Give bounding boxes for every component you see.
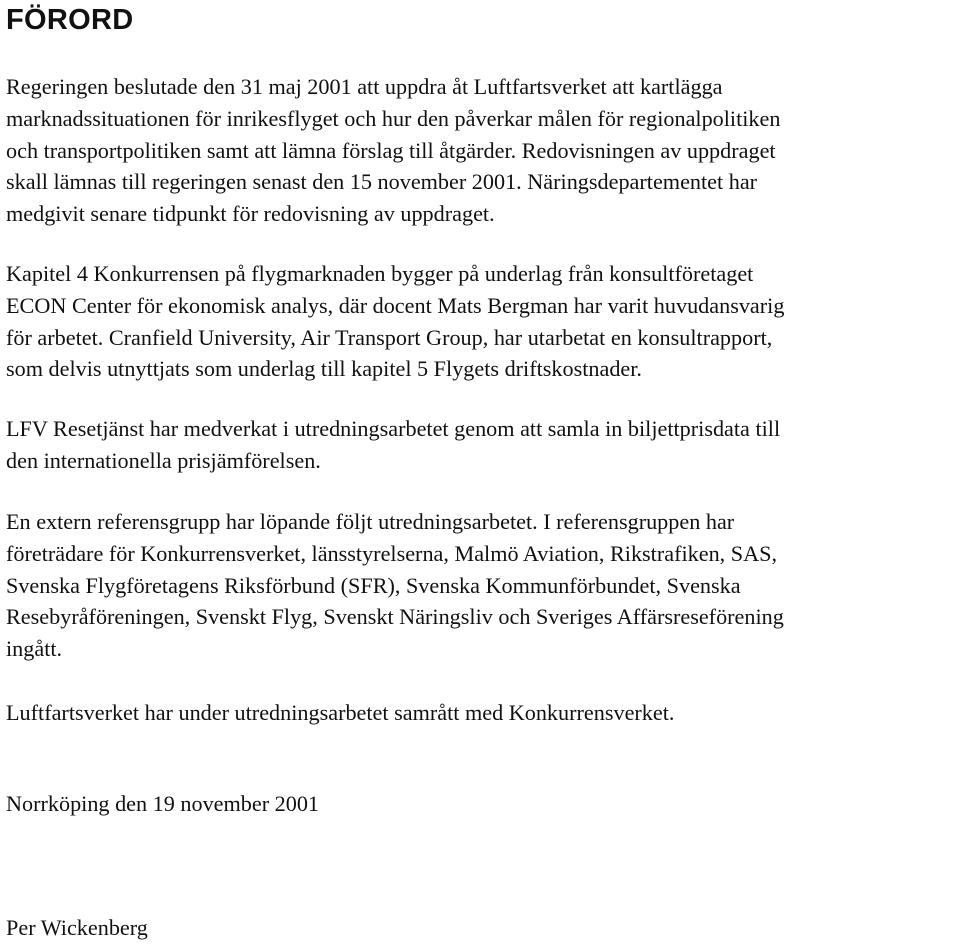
paragraph-line: ingått. <box>6 636 63 662</box>
paragraph-line: medgivit senare tidpunkt för redovisning av uppdraget. <box>6 201 495 227</box>
paragraph-line: ECON Center för ekonomisk analys, där docent Mats Bergman har varit huvudansvarig <box>6 292 785 318</box>
paragraph-line: Regeringen beslutade den 31 maj 2001 att uppdra åt Luftfartsverket att kartlägga <box>6 74 723 99</box>
paragraph-line: och transportpolitiken samt att lämna förslag till åtgärder. Redovisningen av uppdraget <box>6 137 776 163</box>
place-and-date: Norrköping den 19 november 2001 <box>6 791 320 816</box>
paragraph-line: Kapitel 4 Konkurrensen på flygmarknaden bygger på underlag från konsultföretaget <box>6 261 754 286</box>
paragraph-reference-group <box>6 506 956 665</box>
page-title: FÖRORD <box>6 4 134 36</box>
paragraph-line: Luftfartsverket har under utredningsarbetet samrått med Konkurrensverket. <box>6 700 675 725</box>
paragraph-line: den internationella prisjämförelsen. <box>6 447 321 473</box>
signature-name: Per Wickenberg <box>6 915 148 940</box>
paragraph-assignment <box>6 71 956 230</box>
paragraph-price-data <box>6 413 956 477</box>
paragraph-line: LFV Resetjänst har medverkat i utredningsarbetet genom att samla in biljettprisdata till <box>6 416 781 441</box>
paragraph-line: för arbetet. Cranfield University, Air Transport Group, har utarbetat en konsultrapport, <box>6 324 773 350</box>
paragraph-line: företrädare för Konkurrensverket, länsstyrelserna, Malmö Aviation, Rikstrafiken, SAS, <box>6 540 778 566</box>
document-page <box>6 0 956 943</box>
paragraph-line: En extern referensgrupp har löpande följt utredningsarbetet. I referensgruppen har <box>6 509 735 534</box>
paragraph-consultation <box>6 697 956 729</box>
paragraph-line: marknadssituationen för inrikesflyget och hur den påverkar målen för regionalpolitiken <box>6 105 781 131</box>
paragraph-contributors <box>6 258 956 385</box>
paragraph-line: skall lämnas till regeringen senast den 15 november 2001. Näringsdepartementet har <box>6 169 758 195</box>
paragraph-line: Resebyråföreningen, Svenskt Flyg, Svenskt Näringsliv och Sveriges Affärsreseförening <box>6 604 784 630</box>
paragraph-line: som delvis utnyttjats som underlag till kapitel 5 Flygets driftskostnader. <box>6 356 642 382</box>
paragraph-line: Svenska Flygföretagens Riksförbund (SFR), Svenska Kommunförbundet, Svenska <box>6 572 741 598</box>
